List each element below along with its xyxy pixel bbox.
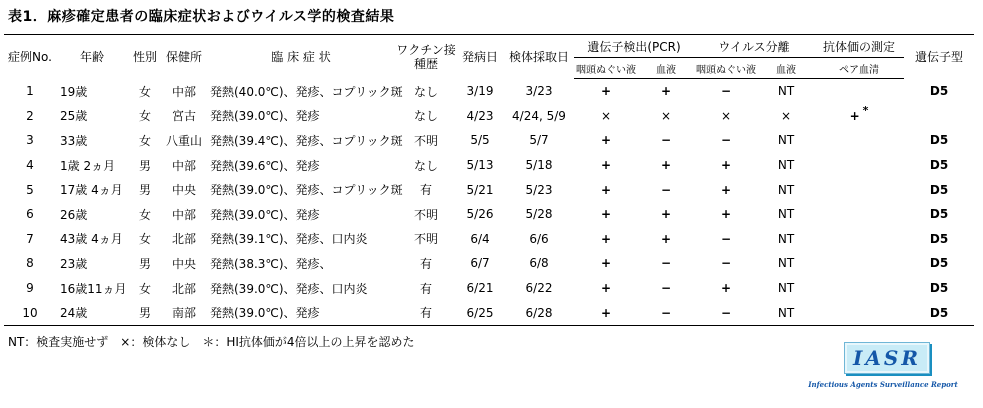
cell-health-center: 北部 xyxy=(171,281,196,296)
cell-sex: 女 xyxy=(138,281,151,296)
cell-case-no: 2 xyxy=(26,108,34,123)
table-row xyxy=(4,276,974,301)
cell-sex: 女 xyxy=(138,133,151,148)
cell-onset: 5/13 xyxy=(466,158,494,173)
cell-sample-date: 5/28 xyxy=(525,207,553,222)
cell-onset: 6/21 xyxy=(466,281,494,296)
table-row xyxy=(4,251,974,276)
cell-iso-serum: NT xyxy=(777,231,795,246)
cell-case-no: 3 xyxy=(26,133,34,148)
cell-iso-throat: − xyxy=(720,133,732,148)
cell-age: 24歳 xyxy=(56,300,128,325)
cell-iso-serum: NT xyxy=(758,300,814,325)
cell-pcr-throat: + xyxy=(600,281,612,296)
header-case-no: 症例No. xyxy=(8,50,52,65)
table-title: 表1．麻疹確定患者の臨床症状およびウイルス学的検査結果 xyxy=(8,9,395,25)
cell-health-center: 南部 xyxy=(162,300,206,325)
cell-sample-date: 5/23 xyxy=(525,182,553,197)
cell-vaccine: なし xyxy=(413,109,438,124)
cell-pcr-throat: + xyxy=(600,133,612,148)
table-row xyxy=(4,104,974,129)
cell-vaccine: 有 xyxy=(419,256,432,271)
cell-pcr-serum: + xyxy=(660,158,672,173)
cell-symptoms: 発熱(38.3℃)、発疹、 xyxy=(210,256,332,271)
cell-iso-serum: NT xyxy=(777,256,795,271)
cell-iso-throat: + xyxy=(720,207,732,222)
cell-sex: 男 xyxy=(138,183,151,198)
cell-antibody xyxy=(814,128,904,153)
cell-sample-date: 5/18 xyxy=(525,158,553,173)
cell-onset: 6/4 xyxy=(470,231,490,246)
cell-sex: 男 xyxy=(138,158,151,173)
cell-health-center: 中部 xyxy=(171,158,196,173)
cell-genotype: D5 xyxy=(929,207,949,222)
cell-age: 19歳 xyxy=(60,84,88,99)
cell-antibody xyxy=(814,300,904,325)
cell-health-center: 宮古 xyxy=(171,109,196,124)
header-onset: 発病日 xyxy=(461,50,498,65)
cell-sample-date: 5/7 xyxy=(529,133,549,148)
header-genotype: 遺伝子型 xyxy=(915,50,964,65)
table-row xyxy=(4,300,974,325)
cell-pcr-serum: + xyxy=(660,207,672,222)
header-sample-date: 検体採取日 xyxy=(508,50,569,65)
cell-pcr-throat: + xyxy=(600,207,612,222)
cell-onset: 6/25 xyxy=(456,300,504,325)
cell-age: 26歳 xyxy=(60,207,88,222)
table-row xyxy=(4,227,974,252)
cell-iso-serum: NT xyxy=(777,281,795,296)
cell-iso-throat: − xyxy=(720,231,732,246)
cell-antibody xyxy=(814,79,904,104)
table-row xyxy=(4,79,974,104)
cell-symptoms: 発熱(39.0℃)、発疹 xyxy=(210,207,320,222)
cell-age: 43歳 4ヵ月 xyxy=(60,232,123,247)
cell-genotype: D5 xyxy=(929,231,949,246)
cell-health-center: 中央 xyxy=(171,256,196,271)
cell-symptoms: 発熱(39.4℃)、発疹、コプリック斑 xyxy=(210,133,403,148)
cell-pcr-serum: − xyxy=(660,182,672,197)
cell-symptoms: 発熱(39.0℃)、発疹、口内炎 xyxy=(210,281,368,296)
cell-case-no: 8 xyxy=(26,256,34,271)
cell-iso-throat: − xyxy=(720,84,732,99)
iasr-logo-subtitle: Infectious Agents Surveillance Report xyxy=(808,380,958,389)
cell-pcr-throat: + xyxy=(574,300,638,325)
cell-onset: 3/19 xyxy=(466,84,494,99)
cell-sex: 女 xyxy=(138,207,151,222)
header-paired-serum: ペア血清 xyxy=(814,58,904,79)
cell-age: 16歳11ヵ月 xyxy=(60,281,127,296)
cell-sample-date: 3/23 xyxy=(525,84,553,99)
header-vaccine: ワクチン接種歴 xyxy=(396,42,456,71)
cell-symptoms: 発熱(39.0℃)、発疹 xyxy=(210,109,320,124)
cell-antibody xyxy=(814,202,904,227)
cell-iso-throat: × xyxy=(720,108,732,123)
header-iso-throat: 咽頭ぬぐい液 xyxy=(694,58,758,79)
cell-pcr-throat: + xyxy=(600,158,612,173)
cell-case-no: 9 xyxy=(26,281,34,296)
cell-vaccine: 不明 xyxy=(413,133,438,148)
cell-antibody xyxy=(814,177,904,202)
cell-sample-date: 6/8 xyxy=(529,256,549,271)
cell-genotype xyxy=(904,104,974,129)
cell-sex: 男 xyxy=(128,300,162,325)
header-sex: 性別 xyxy=(132,50,157,65)
cell-genotype: D5 xyxy=(904,300,974,325)
cell-iso-serum: NT xyxy=(777,158,795,173)
cell-vaccine: 有 xyxy=(419,281,432,296)
header-pcr-throat: 咽頭ぬぐい液 xyxy=(574,58,638,79)
cell-iso-throat: + xyxy=(720,281,732,296)
cell-case-no: 10 xyxy=(4,300,56,325)
cell-iso-serum: NT xyxy=(777,182,795,197)
cell-age: 1歳 2ヵ月 xyxy=(60,158,116,173)
cell-iso-throat: + xyxy=(720,158,732,173)
cell-antibody xyxy=(814,153,904,178)
table-row xyxy=(4,202,974,227)
cell-pcr-serum: − xyxy=(660,256,672,271)
cell-vaccine: 不明 xyxy=(413,207,438,222)
cell-pcr-throat: + xyxy=(600,231,612,246)
table-row xyxy=(4,128,974,153)
cell-iso-throat: + xyxy=(720,182,732,197)
cell-antibody xyxy=(814,104,904,129)
cell-onset: 5/26 xyxy=(466,207,494,222)
cell-pcr-serum: − xyxy=(638,300,694,325)
cell-vaccine: 有 xyxy=(396,300,456,325)
cell-health-center: 中部 xyxy=(171,84,196,99)
cell-age: 25歳 xyxy=(60,109,88,124)
header-iso-serum: 血液 xyxy=(758,58,814,79)
cell-pcr-serum: + xyxy=(660,84,672,99)
cell-onset: 5/21 xyxy=(466,182,494,197)
cell-age: 23歳 xyxy=(60,256,88,271)
cell-case-no: 4 xyxy=(26,158,34,173)
cell-pcr-serum: + xyxy=(660,231,672,246)
cell-case-no: 7 xyxy=(26,231,34,246)
cell-vaccine: なし xyxy=(413,84,438,99)
results-table xyxy=(4,34,974,326)
cell-pcr-throat: + xyxy=(600,256,612,271)
cell-health-center: 中央 xyxy=(171,183,196,198)
footnote: NT：検査実施せず ×：検体なし ＊：HI抗体価が4倍以上の上昇を認めた xyxy=(8,335,415,349)
cell-antibody xyxy=(814,227,904,252)
table-row xyxy=(4,177,974,202)
header-pcr-serum: 血液 xyxy=(638,58,694,79)
cell-health-center: 中部 xyxy=(171,207,196,222)
cell-health-center: 北部 xyxy=(171,232,196,247)
cell-pcr-serum: − xyxy=(660,133,672,148)
antibody-value: + xyxy=(849,108,860,123)
cell-symptoms: 発熱(40.0℃)、発疹、コプリック斑 xyxy=(210,84,403,99)
header-health-center: 保健所 xyxy=(165,50,202,65)
cell-case-no: 1 xyxy=(26,84,34,99)
cell-genotype: D5 xyxy=(929,84,949,99)
cell-pcr-serum: × xyxy=(660,108,672,123)
cell-age: 17歳 4ヵ月 xyxy=(60,183,123,198)
cell-pcr-throat: + xyxy=(600,182,612,197)
cell-genotype: D5 xyxy=(929,182,949,197)
cell-vaccine: 有 xyxy=(419,183,432,198)
cell-onset: 4/23 xyxy=(466,108,494,123)
cell-pcr-serum: − xyxy=(660,281,672,296)
cell-vaccine: 不明 xyxy=(413,232,438,247)
cell-pcr-throat: + xyxy=(600,84,612,99)
cell-antibody xyxy=(814,251,904,276)
cell-onset: 5/5 xyxy=(470,133,490,148)
header-antibody: 抗体価の測定 xyxy=(814,35,904,58)
cell-iso-throat: − xyxy=(720,256,732,271)
cell-symptoms: 発熱(39.0℃)、発疹 xyxy=(206,300,396,325)
cell-sex: 女 xyxy=(138,84,151,99)
cell-sample-date: 6/22 xyxy=(525,281,553,296)
cell-genotype: D5 xyxy=(929,158,949,173)
cell-sex: 女 xyxy=(138,109,151,124)
header-symptoms: 臨 床 症 状 xyxy=(271,50,331,65)
cell-health-center: 八重山 xyxy=(165,133,202,148)
cell-iso-serum: NT xyxy=(777,207,795,222)
header-age: 年齢 xyxy=(79,50,104,65)
cell-sample-date: 6/6 xyxy=(529,231,549,246)
cell-sample-date: 4/24, 5/9 xyxy=(512,108,566,123)
cell-sex: 男 xyxy=(138,256,151,271)
cell-sex: 女 xyxy=(138,232,151,247)
cell-genotype: D5 xyxy=(929,133,949,148)
cell-case-no: 6 xyxy=(26,207,34,222)
cell-iso-serum: NT xyxy=(777,133,795,148)
cell-iso-throat: − xyxy=(694,300,758,325)
antibody-star: * xyxy=(862,103,869,117)
cell-vaccine: なし xyxy=(413,158,438,173)
cell-antibody xyxy=(814,276,904,301)
header-isolation: ウイルス分離 xyxy=(694,35,814,58)
cell-age: 33歳 xyxy=(60,133,88,148)
cell-case-no: 5 xyxy=(26,182,34,197)
cell-onset: 6/7 xyxy=(470,256,490,271)
cell-symptoms: 発熱(39.6℃)、発疹 xyxy=(210,158,320,173)
cell-iso-serum: × xyxy=(780,108,792,123)
cell-genotype: D5 xyxy=(929,256,949,271)
header-pcr: 遺伝子検出(PCR) xyxy=(574,35,694,58)
cell-pcr-throat: × xyxy=(600,108,612,123)
iasr-logo: IASR xyxy=(844,342,930,374)
cell-sample-date: 6/28 xyxy=(504,300,574,325)
cell-iso-serum: NT xyxy=(777,84,795,99)
cell-symptoms: 発熱(39.0℃)、発疹、コプリック斑 xyxy=(210,183,403,198)
table-row xyxy=(4,153,974,178)
cell-genotype: D5 xyxy=(929,281,949,296)
cell-symptoms: 発熱(39.1℃)、発疹、口内炎 xyxy=(210,232,368,247)
